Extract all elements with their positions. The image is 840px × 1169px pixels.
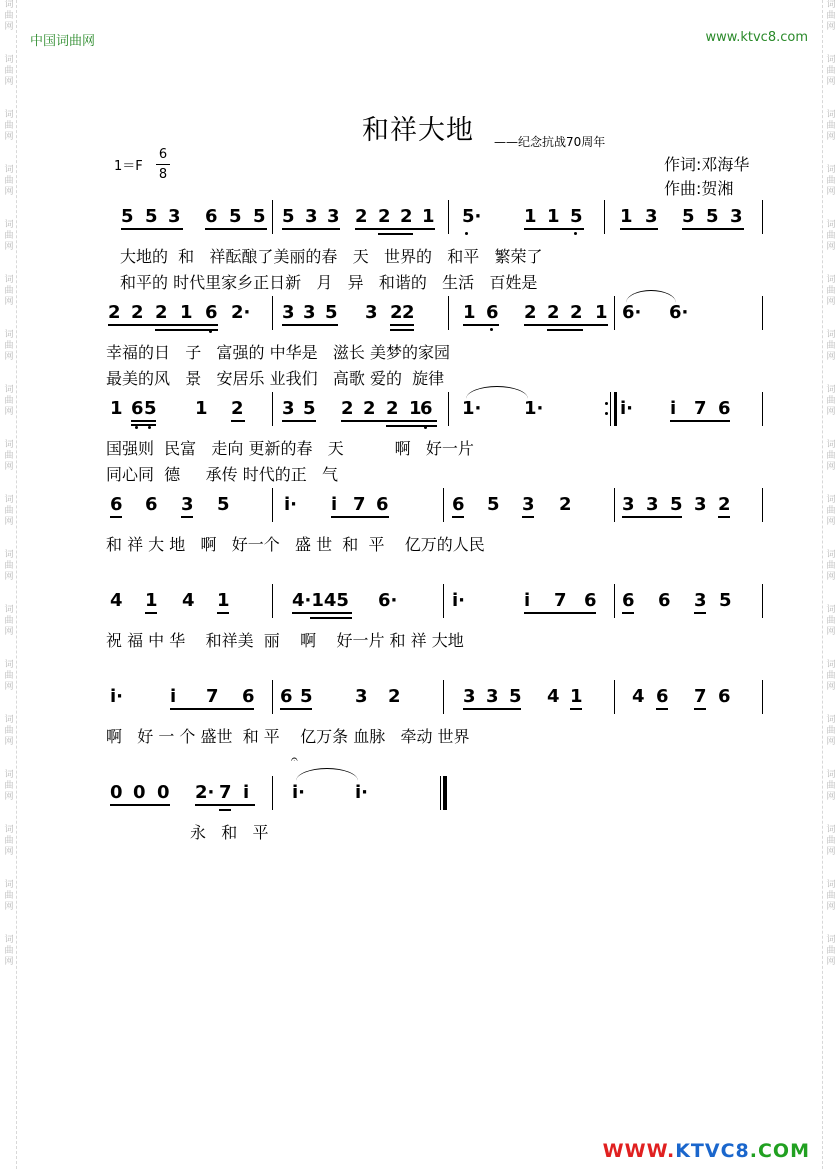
watermark-char: 网 xyxy=(4,737,14,747)
watermark-char: 词 xyxy=(4,935,14,945)
note: 5 xyxy=(509,686,522,707)
note: 3 xyxy=(355,686,368,707)
note: 2 xyxy=(390,302,403,323)
watermark-char: 网 xyxy=(826,792,836,802)
note: 6 xyxy=(205,206,218,227)
note: i· xyxy=(284,494,298,515)
note: 2 xyxy=(570,302,583,323)
watermark-char: 曲 xyxy=(4,616,14,626)
site-url[interactable]: www.ktvc8.com xyxy=(705,30,808,45)
lyric-verse-2: 同心同 德 承传 时代的正 气 xyxy=(106,465,338,484)
note: 2 xyxy=(402,302,415,323)
note: 5 xyxy=(682,206,695,227)
note: 4 xyxy=(110,590,123,611)
watermark-char: 曲 xyxy=(826,891,836,901)
note: 1 xyxy=(145,590,158,611)
watermark-char: 曲 xyxy=(4,231,14,241)
watermark-char: 网 xyxy=(4,132,14,142)
watermark-char: 词 xyxy=(4,605,14,615)
watermark-char: 曲 xyxy=(826,506,836,516)
note: 6· xyxy=(669,302,689,323)
note: 3 xyxy=(694,590,707,611)
watermark-char: 网 xyxy=(4,77,14,87)
watermark-char: 网 xyxy=(4,902,14,912)
watermark-char: 曲 xyxy=(826,561,836,571)
watermark-char: 词 xyxy=(4,880,14,890)
logo-part-www: WWW. xyxy=(602,1140,676,1162)
song-title: 和祥大地 xyxy=(362,115,474,146)
watermark-char: 网 xyxy=(4,22,14,32)
note: 6 xyxy=(622,590,635,611)
logo-part-com: .COM xyxy=(749,1140,810,1162)
note: 2· xyxy=(195,782,215,803)
watermark-char: 词 xyxy=(826,385,836,395)
song-subtitle: ——纪念抗战70周年 xyxy=(494,135,606,149)
watermark-char: 词 xyxy=(826,165,836,175)
watermark-char: 曲 xyxy=(4,506,14,516)
logo-part-ktvc8: KTVC8 xyxy=(675,1140,750,1162)
note: 3 xyxy=(730,206,743,227)
watermark-char: 词 xyxy=(4,110,14,120)
note: 0 xyxy=(157,782,170,803)
watermark-char: 词 xyxy=(826,715,836,725)
watermark-char: 网 xyxy=(826,517,836,527)
note: 3 xyxy=(327,206,340,227)
note: 6 xyxy=(656,686,669,707)
note: 2 xyxy=(386,398,399,419)
score-line-2 xyxy=(0,302,840,388)
note: 2 xyxy=(131,302,144,323)
watermark-char: 词 xyxy=(4,55,14,65)
watermark-char: 词 xyxy=(4,330,14,340)
score-line-6 xyxy=(0,686,840,756)
note: 4 xyxy=(182,590,195,611)
lyric-verse-2: 和平的 时代里家乡正日新 月 异 和谐的 生活 百姓是 xyxy=(120,273,538,292)
watermark-char: 词 xyxy=(4,495,14,505)
watermark-char: 词 xyxy=(826,110,836,120)
note: i· xyxy=(292,782,306,803)
note: 6 xyxy=(376,494,389,515)
watermark-char: 网 xyxy=(4,352,14,362)
note: 2 xyxy=(108,302,121,323)
note: i xyxy=(524,590,531,611)
note: 7 xyxy=(694,686,707,707)
note: 3 xyxy=(486,686,499,707)
note: 5 xyxy=(303,398,316,419)
note: 1 xyxy=(463,302,476,323)
note: 1· xyxy=(462,398,482,419)
note: 6 xyxy=(242,686,255,707)
lyricist: 作词:邓海华 xyxy=(664,155,750,174)
note: 3 xyxy=(305,206,318,227)
note: 6 xyxy=(718,398,731,419)
watermark-char: 曲 xyxy=(826,451,836,461)
watermark-char: 词 xyxy=(826,330,836,340)
note: 3 xyxy=(282,398,295,419)
note: 2 xyxy=(400,206,413,227)
note: i xyxy=(670,398,677,419)
note: 2 xyxy=(718,494,731,515)
watermark-char: 曲 xyxy=(826,616,836,626)
note: 6 xyxy=(584,590,597,611)
watermark-char: 网 xyxy=(4,242,14,252)
watermark-char: 词 xyxy=(826,550,836,560)
meter-top: 6 xyxy=(158,147,168,162)
watermark-char: 网 xyxy=(4,792,14,802)
note: 7 xyxy=(206,686,219,707)
watermark-char: 网 xyxy=(826,352,836,362)
note: 7 xyxy=(353,494,366,515)
watermark-char: 词 xyxy=(4,0,14,10)
watermark-char: 词 xyxy=(4,825,14,835)
watermark-char: 曲 xyxy=(826,286,836,296)
watermark-char: 曲 xyxy=(4,451,14,461)
watermark-char: 网 xyxy=(826,627,836,637)
watermark-char: 词 xyxy=(826,660,836,670)
watermark-char: 网 xyxy=(4,627,14,637)
lyric-verse-1: 幸福的日 子 富强的 中华是 滋长 美梦的家园 xyxy=(106,343,450,362)
note: 3 xyxy=(622,494,635,515)
watermark-char: 曲 xyxy=(4,836,14,846)
watermark-char: 词 xyxy=(4,550,14,560)
watermark-char: 词 xyxy=(826,275,836,285)
watermark-char: 网 xyxy=(826,957,836,967)
watermark-char: 曲 xyxy=(826,781,836,791)
watermark-char: 词 xyxy=(4,385,14,395)
watermark-char: 网 xyxy=(4,847,14,857)
watermark-char: 网 xyxy=(826,847,836,857)
watermark-char: 词 xyxy=(826,440,836,450)
watermark-char: 词 xyxy=(826,0,836,10)
watermark-char: 网 xyxy=(826,242,836,252)
watermark-char: 曲 xyxy=(4,671,14,681)
watermark-char: 曲 xyxy=(826,176,836,186)
note: 3 xyxy=(694,494,707,515)
watermark-char: 曲 xyxy=(4,396,14,406)
watermark-char: 曲 xyxy=(4,946,14,956)
note: 2 xyxy=(524,302,537,323)
note: 5 xyxy=(487,494,500,515)
watermark-char: 曲 xyxy=(826,726,836,736)
note: 5 xyxy=(229,206,242,227)
note: 0 xyxy=(133,782,146,803)
lyric-verse-2: 最美的风 景 安居乐 业我们 高歌 爱的 旋律 xyxy=(106,369,445,388)
watermark-char: 词 xyxy=(4,715,14,725)
note: 5 xyxy=(282,206,295,227)
note: 7 xyxy=(219,782,232,803)
lyric-verse-1: 永 和 平 xyxy=(190,823,269,842)
note: 5 xyxy=(670,494,683,515)
note: 2 xyxy=(559,494,572,515)
note: 5 xyxy=(706,206,719,227)
note: 1 xyxy=(422,206,435,227)
note: 4·145 xyxy=(292,590,349,611)
note: 6 xyxy=(280,686,293,707)
note: 6 xyxy=(658,590,671,611)
note: 1 xyxy=(195,398,208,419)
note: i· xyxy=(620,398,634,419)
lyric-verse-1: 祝 福 中 华 和祥美 丽 啊 好一片 和 祥 大地 xyxy=(106,631,464,650)
note: 1 xyxy=(180,302,193,323)
watermark-char: 词 xyxy=(4,770,14,780)
right-border-line xyxy=(822,0,823,1169)
watermark-char: 网 xyxy=(826,682,836,692)
note: 3 xyxy=(646,494,659,515)
watermark-char: 词 xyxy=(4,165,14,175)
watermark-char: 词 xyxy=(826,55,836,65)
watermark-char: 词 xyxy=(826,605,836,615)
key-signature: 1＝F xyxy=(114,159,143,174)
watermark-char: 网 xyxy=(4,517,14,527)
note: 6 xyxy=(452,494,465,515)
note: 1 xyxy=(217,590,230,611)
watermark-char: 词 xyxy=(826,770,836,780)
watermark-char: 曲 xyxy=(4,176,14,186)
footer-logo[interactable] xyxy=(603,1140,810,1162)
watermark-char: 网 xyxy=(4,572,14,582)
score-line-3 xyxy=(0,398,840,484)
watermark-char: 网 xyxy=(826,572,836,582)
note: 6 xyxy=(718,686,731,707)
note: 5 xyxy=(217,494,230,515)
note: 4 xyxy=(632,686,645,707)
watermark-char: 曲 xyxy=(4,781,14,791)
note: 4 xyxy=(547,686,560,707)
watermark-char: 词 xyxy=(826,825,836,835)
watermark-char: 曲 xyxy=(826,341,836,351)
note: 5 xyxy=(719,590,732,611)
watermark-char: 网 xyxy=(826,22,836,32)
note: 3 xyxy=(282,302,295,323)
note: 5 xyxy=(325,302,338,323)
note: 2 xyxy=(388,686,401,707)
watermark-char: 曲 xyxy=(4,726,14,736)
note: 2 xyxy=(363,398,376,419)
right-watermark-strip xyxy=(824,0,838,1169)
note: 5 xyxy=(570,206,583,227)
watermark-char: 曲 xyxy=(826,396,836,406)
note: 2 xyxy=(378,206,391,227)
note: 1 xyxy=(570,686,583,707)
watermark-char: 网 xyxy=(4,187,14,197)
site-name-cn[interactable]: 中国词曲网 xyxy=(30,34,96,49)
note: 3 xyxy=(522,494,535,515)
note: 7 xyxy=(554,590,567,611)
watermark-char: 曲 xyxy=(826,121,836,131)
left-border-line xyxy=(16,0,17,1169)
watermark-char: 曲 xyxy=(4,561,14,571)
watermark-char: 网 xyxy=(4,682,14,692)
note: 6 xyxy=(486,302,499,323)
watermark-char: 网 xyxy=(826,407,836,417)
note: i· xyxy=(110,686,124,707)
watermark-char: 网 xyxy=(826,902,836,912)
note: 6· xyxy=(378,590,398,611)
composer: 作曲:贺湘 xyxy=(664,179,734,198)
note: 5 xyxy=(144,398,157,419)
watermark-char: 网 xyxy=(4,407,14,417)
note: 6 xyxy=(145,494,158,515)
note: 3 xyxy=(645,206,658,227)
note: 1 xyxy=(620,206,633,227)
watermark-char: 词 xyxy=(4,220,14,230)
watermark-char: 曲 xyxy=(4,66,14,76)
watermark-char: 网 xyxy=(4,297,14,307)
watermark-char: 词 xyxy=(826,935,836,945)
watermark-char: 曲 xyxy=(826,946,836,956)
note: 6 xyxy=(131,398,144,419)
watermark-char: 曲 xyxy=(826,671,836,681)
watermark-char: 网 xyxy=(4,957,14,967)
watermark-char: 曲 xyxy=(4,891,14,901)
note: 3 xyxy=(365,302,378,323)
watermark-char: 曲 xyxy=(826,231,836,241)
note: 1 xyxy=(524,206,537,227)
score-line-5 xyxy=(0,590,840,660)
note: i· xyxy=(355,782,369,803)
note: 2 xyxy=(231,398,244,419)
score-line-1 xyxy=(0,206,840,292)
note: 6 xyxy=(420,398,433,419)
watermark-char: 词 xyxy=(826,880,836,890)
note: 5 xyxy=(121,206,134,227)
note: 1 xyxy=(110,398,123,419)
watermark-char: 网 xyxy=(826,187,836,197)
note: 1 xyxy=(547,206,560,227)
note: 7 xyxy=(694,398,707,419)
score-line-7 xyxy=(0,752,840,852)
watermark-char: 词 xyxy=(4,275,14,285)
note: 1· xyxy=(524,398,544,419)
note: 3 xyxy=(303,302,316,323)
watermark-char: 词 xyxy=(4,440,14,450)
note: 5 xyxy=(253,206,266,227)
left-watermark-strip xyxy=(2,0,16,1169)
note: 5 xyxy=(145,206,158,227)
note: 1 xyxy=(595,302,608,323)
watermark-char: 曲 xyxy=(4,11,14,21)
time-signature xyxy=(156,146,170,183)
note: 2· xyxy=(231,302,251,323)
watermark-char: 网 xyxy=(826,737,836,747)
note: 6 xyxy=(110,494,123,515)
watermark-char: 词 xyxy=(826,220,836,230)
watermark-char: 网 xyxy=(826,77,836,87)
fermata-icon: 𝄐 xyxy=(291,752,298,766)
note: 2 xyxy=(155,302,168,323)
note: 3 xyxy=(463,686,476,707)
watermark-char: 曲 xyxy=(4,121,14,131)
lyric-verse-1: 啊 好 一 个 盛世 和 平 亿万条 血脉 牵动 世界 xyxy=(106,727,470,746)
watermark-char: 曲 xyxy=(4,286,14,296)
note: 0 xyxy=(110,782,123,803)
note: 2 xyxy=(355,206,368,227)
lyric-verse-1: 和 祥 大 地 啊 好一个 盛 世 和 平 亿万的人民 xyxy=(106,535,485,554)
note: 3 xyxy=(181,494,194,515)
note: 1 xyxy=(409,398,422,419)
note: i xyxy=(170,686,177,707)
note: 6· xyxy=(622,302,642,323)
score-line-4 xyxy=(0,494,840,564)
note: 2 xyxy=(547,302,560,323)
note: i xyxy=(243,782,250,803)
watermark-char: 网 xyxy=(826,462,836,472)
watermark-char: 曲 xyxy=(826,11,836,21)
lyric-verse-1: 国强则 民富 走向 更新的春 天 啊 好一片 xyxy=(106,439,474,458)
watermark-char: 网 xyxy=(826,132,836,142)
watermark-char: 网 xyxy=(826,297,836,307)
note: 6 xyxy=(205,302,218,323)
watermark-char: 曲 xyxy=(4,341,14,351)
note: 5 xyxy=(300,686,313,707)
note: 3 xyxy=(168,206,181,227)
watermark-char: 网 xyxy=(4,462,14,472)
watermark-char: 曲 xyxy=(826,66,836,76)
lyric-verse-1: 大地的 和 祥酝酿了美丽的春 天 世界的 和平 繁荣了 xyxy=(120,247,543,266)
watermark-char: 曲 xyxy=(826,836,836,846)
watermark-char: 词 xyxy=(826,495,836,505)
meter-bottom: 8 xyxy=(158,167,168,182)
note: 2 xyxy=(341,398,354,419)
watermark-char: 词 xyxy=(4,660,14,670)
note: i xyxy=(331,494,338,515)
note: 5· xyxy=(462,206,482,227)
note: i· xyxy=(452,590,466,611)
